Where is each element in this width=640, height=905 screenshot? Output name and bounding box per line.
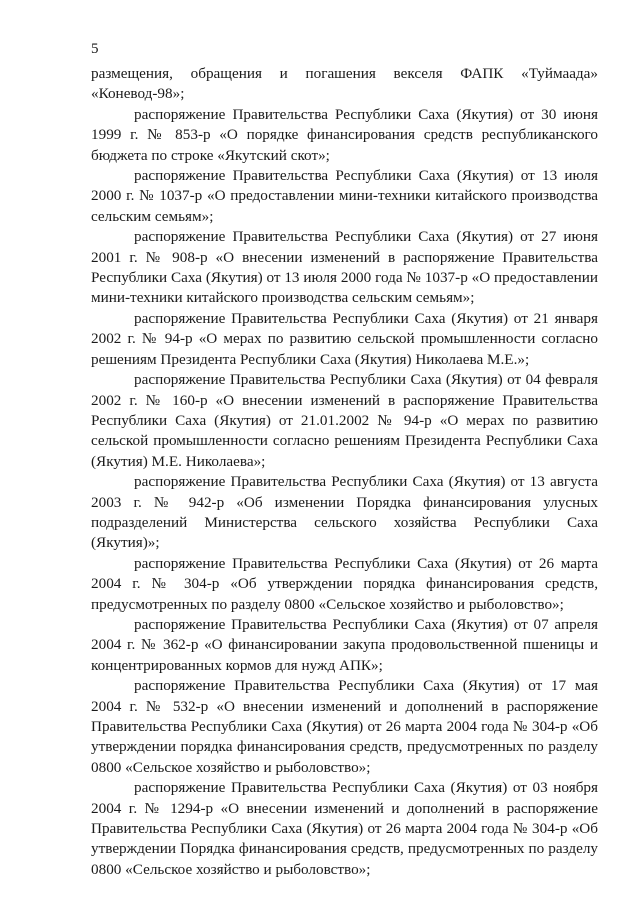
page-number: 5 — [91, 41, 99, 57]
paragraph-order-160: распоряжение Правительства Республики Саха (Якутия) от 04 февраля 2002 г. № 160-р «О внесении изменений в распоряжение Правительства Республики Саха (Якутия) от 21.01.2002 № 94-р «О мерах по развитию сельской промышленности согласно решениям Президента Республики Саха (Якутия) М.Е. Николаева»; — [91, 371, 598, 470]
paragraph-order-304: распоряжение Правительства Республики Саха (Якутия) от 26 марта 2004 г. № 304-р «Об утверждении порядка финансирования средств, предусмотренных по разделу 0800 «Сельское хозяйство и рыболовство»; — [91, 554, 598, 613]
paragraph-continuation: размещения, обращения и погашения векселя ФАПК «Туймаада» «Коневод-98»; — [91, 65, 598, 103]
paragraph-order-853: распоряжение Правительства Республики Саха (Якутия) от 30 июня 1999 г. № 853-р «О порядке финансирования средств республиканского бюджета по строке «Якутский скот»; — [91, 105, 598, 164]
paragraph-order-908: распоряжение Правительства Республики Саха (Якутия) от 27 июня 2001 г. № 908-р «О внесении изменений в распоряжение Правительства Республики Саха (Якутия) от 13 июля 2000 года № 1037-р «О предоставлении мини-техники китайского производства сельским семьям»; — [91, 228, 598, 307]
paragraph-order-942: распоряжение Правительства Республики Саха (Якутия) от 13 августа 2003 г. № 942-р «Об изменении Порядка финансирования улусных подразделений Министерства сельского хозяйства Республики Саха (Якутия)»; — [91, 473, 598, 552]
paragraph-order-532: распоряжение Правительства Республики Саха (Якутия) от 17 мая 2004 г. № 532-р «О внесении изменений и дополнений в распоряжение Правительства Республики Саха (Якутия) от 26 марта 2004 года № 304-р «Об утверждении порядка финансирования средств, предусмотренных по разделу 0800 «Сельское хозяйство и рыболовство»; — [91, 677, 598, 776]
paragraph-order-1294: распоряжение Правительства Республики Саха (Якутия) от 03 ноября 2004 г. № 1294-р «О внесении изменений и дополнений в распоряжение Правительства Республики Саха (Якутия) от 26 марта 2004 года № 304-р «Об утверждении Порядка финансирования средств, предусмотренных по разделу 0800 «Сельское хозяйство и рыболовство»; — [91, 779, 598, 878]
paragraph-order-1037: распоряжение Правительства Республики Саха (Якутия) от 13 июля 2000 г. № 1037-р «О предоставлении мини-техники китайского производства сельским семьям»; — [91, 167, 598, 225]
paragraph-order-94: распоряжение Правительства Республики Саха (Якутия) от 21 января 2002 г. № 94-р «О мерах по развитию сельской промышленности согласно решениям Президента Республики Саха (Якутия) Николаева М.Е.»; — [91, 309, 598, 368]
document-body — [91, 64, 598, 880]
paragraph-order-362: распоряжение Правительства Республики Саха (Якутия) от 07 апреля 2004 г. № 362-р «О финансировании закупа продовольственной пшеницы и концентрированных кормов для нужд АПК»; — [91, 615, 598, 674]
